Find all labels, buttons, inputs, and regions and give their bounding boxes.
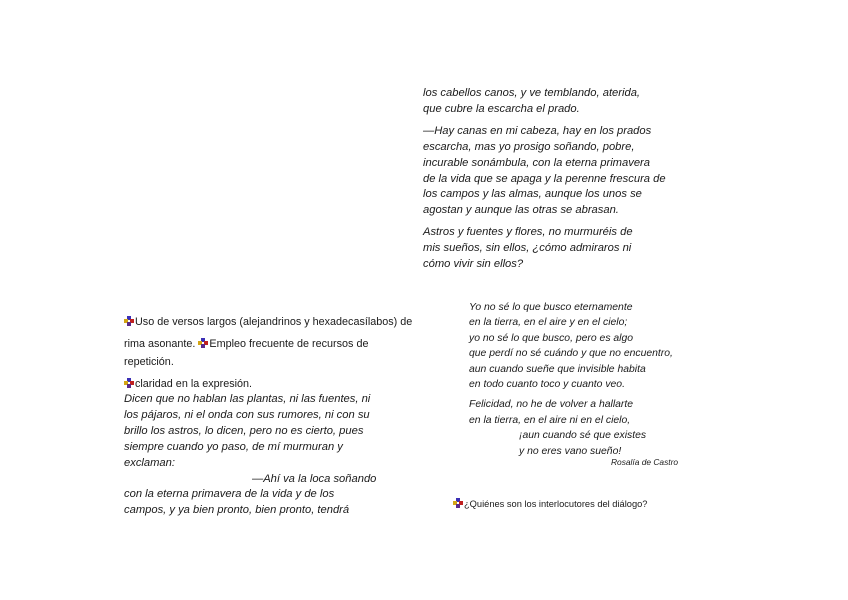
prose-line: Dicen que no hablan las plantas, ni las fuentes, ni [124,393,371,405]
prose-line: campos, y ya bien pronto, bien pronto, tendrá [124,504,350,517]
prose-paragraph-2 [423,124,666,219]
prose-line: los cabellos canos, y ve temblando, aterida, [423,87,641,99]
bullet-text: Uso de versos largos (alejandrinos y hexadecasílabos) de [135,316,413,328]
poem-line: en la tierra, en el aire y en el cielo; [469,317,628,329]
prose-line: —Hay canas en mi cabeza, hay en los prados [423,124,652,137]
prose-continuation [423,86,666,279]
bullet-text: rima asonante. [124,338,196,350]
prose-line: de la vida que se apaga y la perenne frescura de [423,172,666,185]
poem-line: ¡aun cuando sé que existes [519,430,647,442]
poem-line: Felicidad, no he de volver a hallarte [469,399,634,411]
prose-line: escarcha, mas yo prosigo soñando, pobre, [423,140,635,153]
prose-line: Astros y fuentes y flores, no murmuréis de [423,226,633,239]
prose-line: los pájaros, ni el onda con sus rumores, ni con su [124,408,370,421]
poem-stanza-1 [469,300,673,392]
prose-line: los campos y las almas, aunque los unos se [423,188,642,201]
poem-author: Rosalía de Castro [611,457,679,467]
poem-line: en la tierra, en el aire ni en el cielo, [469,414,631,426]
prose-line: con la eterna primavera de la vida y de los [124,488,335,501]
poem-line: Yo no sé lo que busco eternamente [469,302,633,313]
prose-line: agostan y aunque las otras se abrasan. [423,204,619,217]
colored-bullet-icon [198,338,208,348]
prose-line: incurable sonámbula, con la eterna primavera [423,156,650,169]
colored-bullet-icon [124,316,134,326]
prose-line: exclaman: [124,456,175,469]
question-prompt [453,498,647,509]
prose-line: mis sueños, sin ellos, ¿cómo admiraros ni [423,242,632,255]
poem [469,300,673,464]
poem-line: y no eres vano sueño! [519,445,622,457]
bullet-item-clarity [124,377,424,392]
prose-paragraph-1 [423,86,666,118]
bullet-item-verses [124,311,424,333]
bullet-item-repetition [124,333,424,355]
prose-excerpt [124,392,424,519]
poem-line: en todo cuanto toco y cuanto veo. [469,379,625,391]
prose-line: brillo los astros, lo dicen, pero no es cierto, pues [124,424,364,437]
prose-line: siempre cuando yo paso, de mí murmuran y [124,440,343,453]
poem-stanza-2 [469,397,673,459]
poem-line: que perdí no sé cuándo y que no encuentro, [469,348,673,360]
characteristics-column [124,311,424,519]
question-text: ¿Quiénes son los interlocutores del diálogo? [464,499,648,509]
bullet-text: Empleo frecuente de recursos de [209,338,369,350]
poem-line: aun cuando sueñe que invisible habita [469,363,646,375]
poem-line: yo no sé lo que busco, pero es algo [469,332,634,344]
bullet-text: repetición. [124,356,174,368]
colored-bullet-icon [453,498,463,508]
prose-line: cómo vivir sin ellos? [423,258,524,271]
bullet-continuation [124,355,424,370]
colored-bullet-icon [124,378,134,388]
prose-paragraph-3 [423,225,666,273]
bullet-text: claridad en la expresión. [135,378,253,390]
prose-line: que cubre la escarcha el prado. [423,102,580,115]
prose-line: —Ahí va la loca soñando [252,472,377,485]
